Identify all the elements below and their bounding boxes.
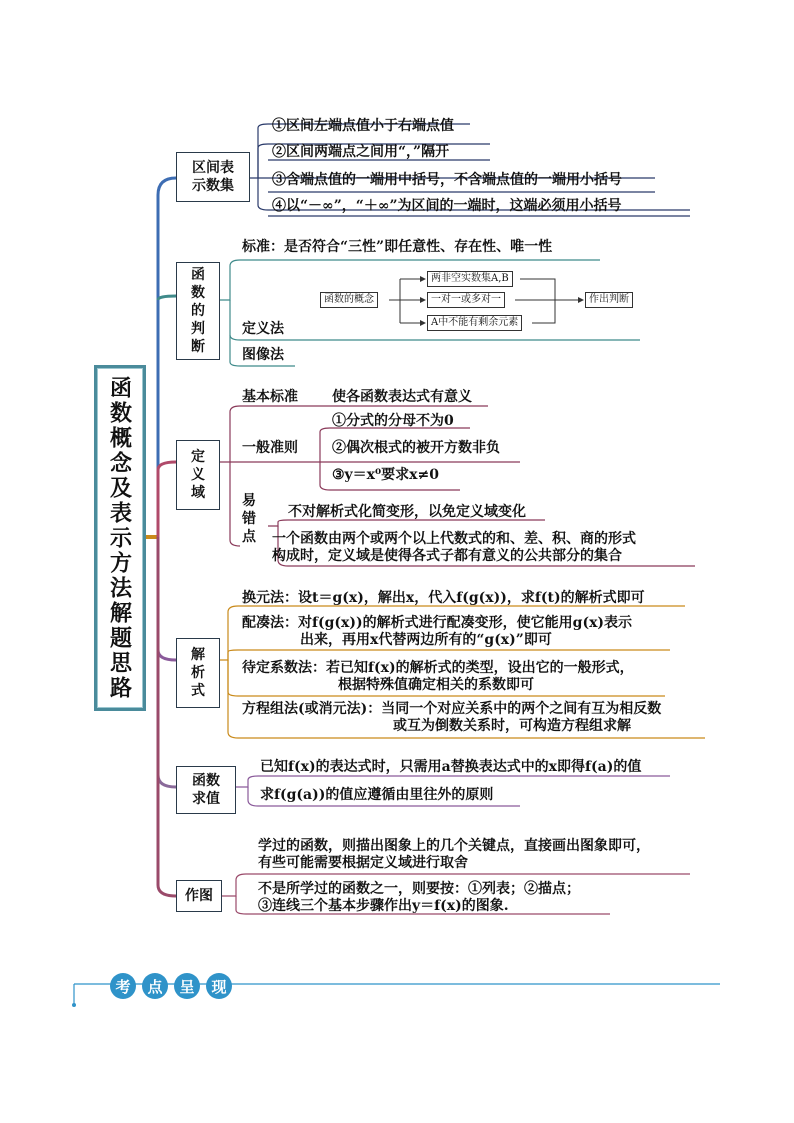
domain-error-1: 不对解析式化简变形，以免定义域变化: [288, 504, 526, 520]
draw-1b: 有些可能需要根据定义域进行取舍: [258, 855, 468, 871]
domain-basic-label: 基本标准: [242, 389, 298, 405]
main-title: 函数概念及表示方法解题思路: [106, 375, 133, 701]
value-1: 已知f(x)的表达式时，只需用a替换表达式中的x即得f(a)的值: [260, 759, 642, 775]
footer-char-1: 考: [110, 973, 136, 999]
judge-graph: 图像法: [242, 347, 284, 363]
analytic-1: 换元法：设t＝g(x)，解出x，代入f(g(x))，求f(t)的解析式即可: [242, 590, 645, 606]
interval-label: 区间表示数集: [192, 160, 234, 194]
flow-end: 作出判断: [585, 292, 633, 308]
domain-general-3: ③y＝x⁰要求x≠0: [332, 467, 439, 483]
domain-node: [176, 440, 220, 510]
draw-2a: 不是所学过的函数之一，则要按：①列表；②描点；: [258, 881, 580, 897]
analytic-3b: 根据特殊值确定相关的系数即可: [338, 677, 534, 693]
interval-node: [176, 152, 250, 202]
footer-char-4: 现: [206, 973, 232, 999]
flow-c: A中不能有剩余元素: [427, 315, 522, 331]
domain-general-2: ②偶次根式的被开方数非负: [332, 440, 500, 456]
interval-item-2: ②区间两端点之间用“，”隔开: [272, 144, 450, 160]
domain-general-label: 一般准则: [242, 440, 298, 456]
value-2: 求f(g(a))的值应遵循由里往外的原则: [260, 787, 494, 803]
judge-node: [176, 262, 220, 360]
judge-definition: 定义法: [242, 321, 284, 337]
draw-1a: 学过的函数，则描出图象上的几个关键点，直接画出图象即可，: [258, 838, 650, 854]
value-label: 函数求值: [192, 773, 220, 807]
footer-char-3: 呈: [174, 973, 200, 999]
judge-standard: 标准：是否符合“三性”即任意性、存在性、唯一性: [242, 239, 553, 255]
analytic-2a: 配凑法：对f(g(x))的解析式进行配凑变形，使它能用g(x)表示: [242, 615, 633, 631]
domain-error-2: 一个函数由两个或两个以上代数式的和、差、积、商的形式: [272, 531, 636, 547]
analytic-label: 解析式: [191, 647, 205, 699]
domain-general-1: ①分式的分母不为0: [332, 413, 454, 429]
analytic-2b: 出来，再用x代替两边所有的“g(x)”即可: [300, 632, 552, 648]
flow-start: 函数的概念: [320, 292, 378, 308]
footer-char-2: 点: [142, 973, 168, 999]
draw-label: 作图: [185, 888, 213, 904]
main-title-box: [94, 365, 146, 711]
flow-b: 一对一或多对一: [427, 292, 505, 308]
draw-node: [176, 880, 222, 912]
value-node: [176, 766, 236, 814]
domain-label: 定义域: [191, 449, 205, 501]
analytic-3a: 待定系数法：若已知f(x)的解析式的类型，设出它的一般形式，: [242, 660, 634, 676]
domain-error-label: 易错点: [242, 493, 256, 545]
analytic-4b: 或互为倒数关系时，可构造方程组求解: [393, 718, 631, 734]
draw-2b: ③连线三个基本步骤作出y＝f(x)的图象.: [258, 898, 509, 914]
judge-label: 函数的判断: [191, 267, 205, 355]
interval-item-1: ①区间左端点值小于右端点值: [272, 118, 454, 134]
analytic-4a: 方程组法(或消元法)：当同一个对应关系中的两个之间有互为相反数: [242, 701, 662, 717]
interval-item-3: ③含端点值的一端用中括号，不含端点值的一端用小括号: [272, 172, 622, 188]
flow-a: 两非空实数集A,B: [427, 271, 513, 287]
interval-item-4: ④以“－∞”，“＋∞”为区间的一端时，这端必须用小括号: [272, 198, 622, 214]
domain-error-3: 构成时，定义域是使得各式子都有意义的公共部分的集合: [272, 548, 622, 564]
domain-basic-value: 使各函数表达式有意义: [332, 389, 472, 405]
analytic-node: [176, 638, 220, 708]
